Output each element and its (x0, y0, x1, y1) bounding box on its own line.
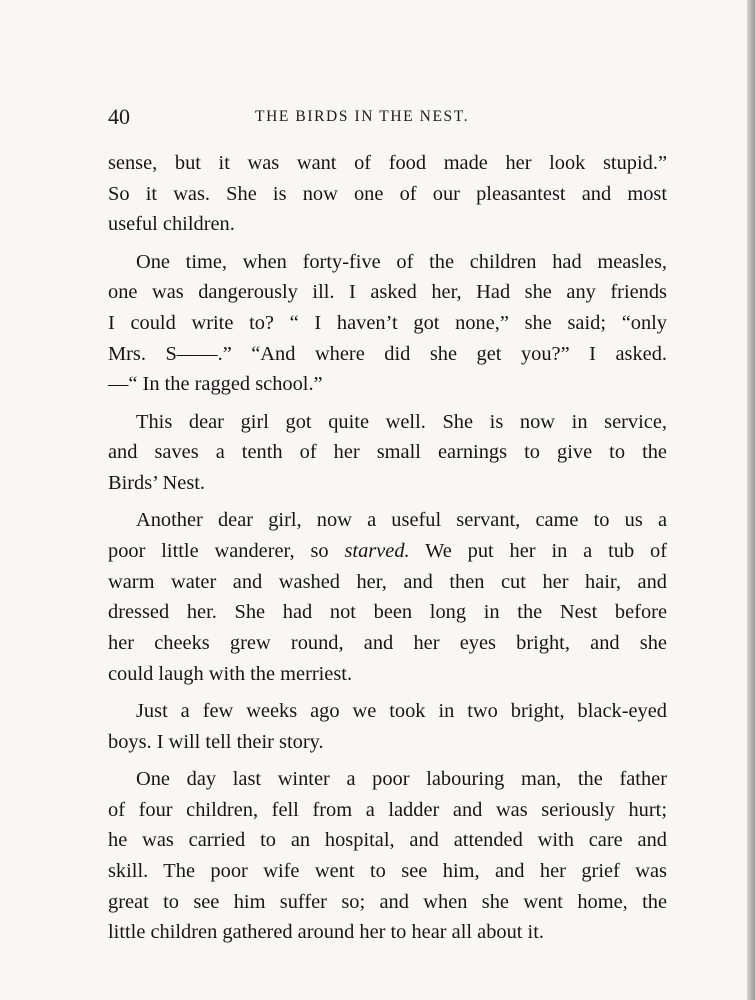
text-line: This dear girl got quite well. She is now in service, (136, 410, 667, 433)
text-line: he was carried to an hospital, and attended with care and (108, 829, 667, 852)
paragraph-5 (108, 696, 667, 757)
text-line-with-italic (108, 536, 667, 567)
page-number: 40 (108, 104, 130, 129)
text-line: One day last winter a poor labouring man, the father (136, 767, 667, 790)
text-line: of four children, fell from a ladder and was seriously hurt; (108, 798, 667, 821)
text-line: dressed her. She had not been long in the Nest before (108, 601, 667, 624)
text-line: So it was. She is now one of our pleasantest and most (108, 182, 667, 205)
text-line: skill. The poor wife went to see him, and her grief was (108, 859, 667, 882)
text-line: Another dear girl, now a useful servant, came to us a (136, 509, 667, 532)
paragraph-4 (108, 505, 667, 689)
text-line: little children gathered around her to hear all about it. (108, 921, 544, 944)
text-line: warm water and washed her, and then cut her hair, and (108, 570, 667, 593)
text-line: Just a few weeks ago we took in two bright, black-eyed (136, 699, 667, 722)
text-segment: poor little wanderer, so (108, 539, 345, 562)
italic-word: starved. (344, 539, 410, 562)
text-line: One time, when forty-five of the children had measles, (136, 250, 667, 273)
text-line: —“ In the ragged school.” (108, 373, 323, 396)
paragraph-6 (108, 764, 667, 948)
page-edge-shadow (747, 0, 755, 1000)
page-header (108, 104, 668, 134)
body-text (108, 148, 667, 955)
text-line: I could write to? “ I haven’t got none,” she said; “only (108, 312, 667, 335)
text-line: Mrs. S——.” “And where did she get you?” I asked. (108, 342, 667, 365)
text-line: useful children. (108, 213, 235, 236)
paragraph-1 (108, 148, 667, 240)
paragraph-3 (108, 407, 667, 499)
text-line: her cheeks grew round, and her eyes bright, and she (108, 632, 667, 655)
paragraph-2 (108, 247, 667, 401)
text-segment: We put her in a tub of (409, 539, 667, 562)
text-line: sense, but it was want of food made her look stupid.” (108, 152, 667, 174)
text-line: Birds’ Nest. (108, 472, 206, 495)
text-line: boys. I will tell their story. (108, 730, 324, 753)
text-line: could laugh with the merriest. (108, 662, 353, 685)
running-head: THE BIRDS IN THE NEST. (255, 108, 470, 125)
text-line: and saves a tenth of her small earnings to give to the (108, 441, 667, 464)
text-line: one was dangerously ill. I asked her, Had she any friends (108, 281, 667, 304)
text-line: great to see him suffer so; and when she went home, the (108, 890, 667, 913)
